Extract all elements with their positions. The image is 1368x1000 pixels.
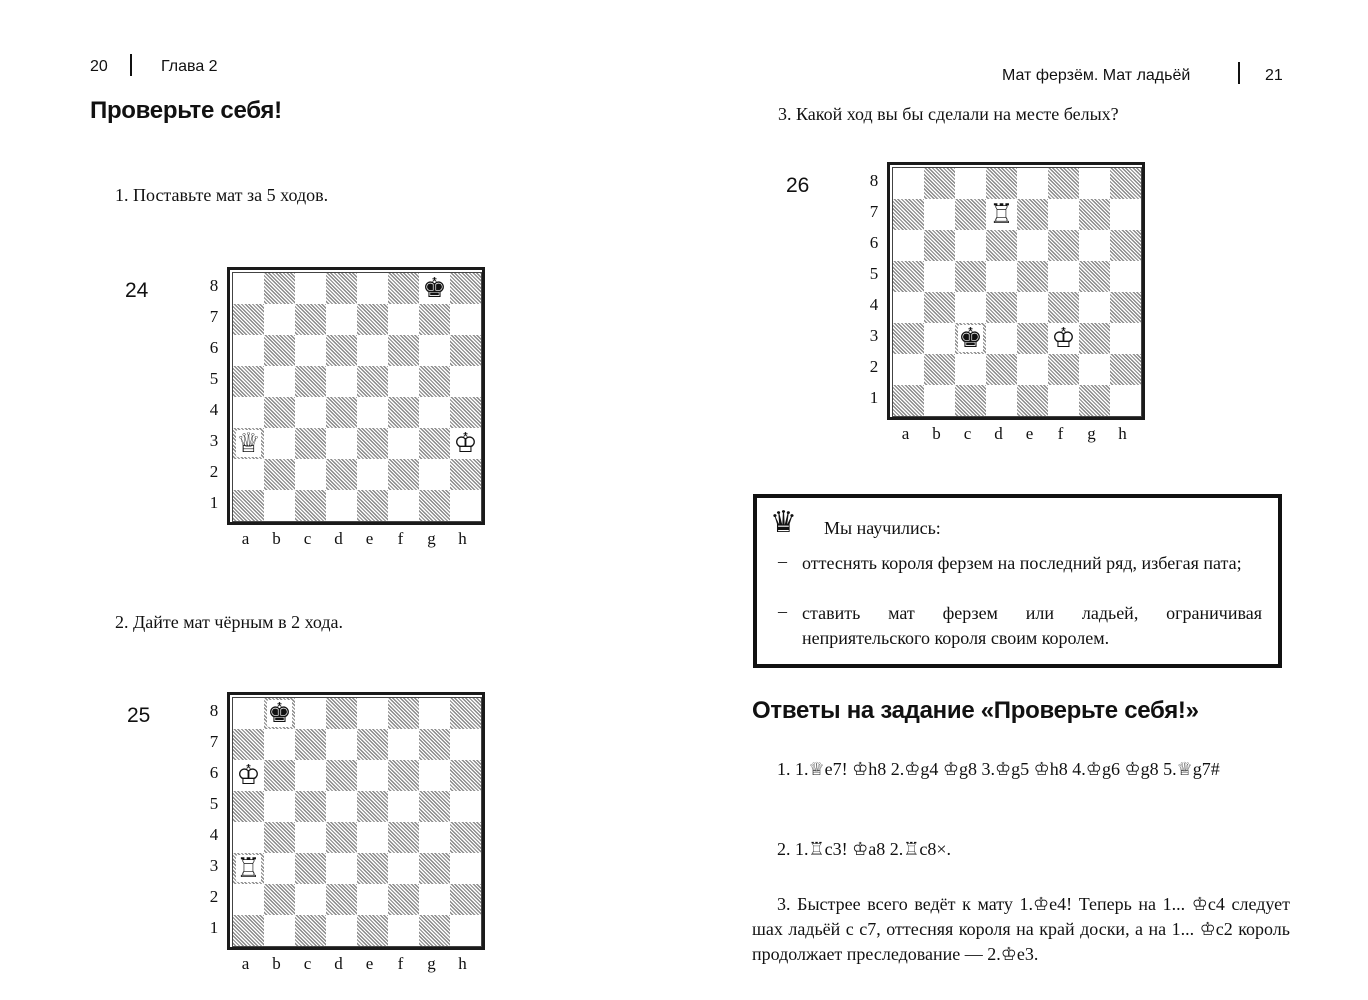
square-g3 — [419, 428, 450, 459]
square-h8 — [450, 698, 481, 729]
square-a1 — [233, 915, 264, 946]
file-label: d — [994, 424, 1003, 443]
square-a5 — [893, 261, 924, 292]
square-b2 — [264, 884, 295, 915]
square-d7 — [986, 199, 1017, 230]
diagram-number: 24 — [125, 279, 149, 302]
square-h3 — [450, 428, 481, 459]
square-h1 — [450, 490, 481, 521]
square-f6 — [388, 760, 419, 791]
square-e6 — [1017, 230, 1048, 261]
square-h5 — [450, 366, 481, 397]
square-c7 — [295, 304, 326, 335]
square-e7 — [357, 729, 388, 760]
square-c8 — [295, 273, 326, 304]
task-3: 3. Какой ход вы бы сделали на месте белых? — [778, 104, 1119, 124]
square-b8 — [924, 168, 955, 199]
square-c2 — [295, 459, 326, 490]
square-g2 — [419, 884, 450, 915]
square-c8 — [295, 698, 326, 729]
square-g5 — [419, 791, 450, 822]
rank-label: 1 — [869, 388, 879, 407]
square-f5 — [388, 366, 419, 397]
page-number: 20 — [90, 58, 108, 75]
square-a1 — [893, 385, 924, 416]
square-h4 — [450, 397, 481, 428]
square-g4 — [419, 397, 450, 428]
square-h8 — [450, 273, 481, 304]
file-label: f — [397, 529, 404, 548]
square-g8 — [419, 698, 450, 729]
square-e5 — [357, 791, 388, 822]
answers-title: Ответы на задание «Проверьте себя!» — [752, 697, 1199, 724]
white-rook-icon: ♖ — [989, 199, 1014, 230]
square-c6 — [295, 335, 326, 366]
square-d6 — [986, 230, 1017, 261]
rank-label: 6 — [209, 763, 219, 782]
square-b1 — [264, 490, 295, 521]
square-b2 — [264, 459, 295, 490]
file-label: d — [334, 529, 343, 548]
white-king-icon: ♔ — [1051, 323, 1076, 354]
file-label: g — [427, 954, 436, 973]
rank-label: 2 — [869, 357, 879, 376]
square-c8 — [955, 168, 986, 199]
black-king-icon: ♚ — [422, 273, 447, 304]
square-c1 — [295, 915, 326, 946]
square-g7 — [419, 729, 450, 760]
square-d5 — [986, 261, 1017, 292]
rank-label: 4 — [209, 825, 219, 844]
square-a2 — [233, 884, 264, 915]
rank-label: 2 — [209, 462, 219, 481]
diagram-number: 25 — [127, 704, 151, 727]
square-c5 — [295, 791, 326, 822]
file-label: d — [334, 954, 343, 973]
square-h7 — [1110, 199, 1141, 230]
square-f1 — [1048, 385, 1079, 416]
square-g6 — [419, 760, 450, 791]
square-a7 — [893, 199, 924, 230]
file-label: a — [241, 529, 250, 548]
square-h2 — [450, 459, 481, 490]
square-d2 — [986, 354, 1017, 385]
square-f2 — [388, 884, 419, 915]
white-rook-icon: ♖ — [236, 853, 261, 884]
square-h2 — [450, 884, 481, 915]
square-d7 — [326, 729, 357, 760]
square-c6 — [295, 760, 326, 791]
square-f5 — [1048, 261, 1079, 292]
square-e4 — [1017, 292, 1048, 323]
square-e8 — [357, 273, 388, 304]
square-f3 — [388, 428, 419, 459]
square-g1 — [419, 490, 450, 521]
square-h8 — [1110, 168, 1141, 199]
square-g1 — [1079, 385, 1110, 416]
answer-2: 2. 1.♖c3! ♔a8 2.♖c8×. — [777, 839, 952, 859]
square-a6 — [893, 230, 924, 261]
square-g7 — [1079, 199, 1110, 230]
square-d4 — [986, 292, 1017, 323]
file-label: c — [303, 529, 312, 548]
square-a5 — [233, 791, 264, 822]
square-g7 — [419, 304, 450, 335]
square-g6 — [1079, 230, 1110, 261]
square-h3 — [450, 853, 481, 884]
learned-heading: Мы научились: — [824, 518, 941, 538]
square-b6 — [924, 230, 955, 261]
page-number: 21 — [1265, 67, 1283, 84]
rank-label: 7 — [209, 732, 219, 751]
white-king-icon: ♔ — [236, 760, 261, 791]
square-b5 — [264, 791, 295, 822]
black-king-icon: ♚ — [958, 323, 983, 354]
square-b2 — [924, 354, 955, 385]
square-b6 — [264, 760, 295, 791]
square-c3 — [295, 428, 326, 459]
square-e2 — [1017, 354, 1048, 385]
right-page — [700, 0, 1368, 1000]
answer-3: 3. Быстрее всего ведёт к мату 1.♔e4! Теперь на 1... ♔c4 следует шах ладьёй с c7, оттесняя короля на край доски, а на 1... ♔c2 король продолжает преследование — 2.♔e3. — [752, 894, 1290, 964]
rank-label: 8 — [869, 171, 879, 190]
square-a2 — [893, 354, 924, 385]
square-d8 — [326, 698, 357, 729]
header-divider — [130, 54, 132, 76]
square-b6 — [264, 335, 295, 366]
learned-summary-box — [753, 494, 1282, 668]
square-g3 — [419, 853, 450, 884]
square-b4 — [264, 822, 295, 853]
square-b8 — [264, 273, 295, 304]
square-c1 — [295, 490, 326, 521]
square-a8 — [893, 168, 924, 199]
black-king-icon: ♚ — [267, 698, 292, 729]
square-g4 — [1079, 292, 1110, 323]
square-d1 — [326, 915, 357, 946]
square-d6 — [326, 335, 357, 366]
square-a4 — [233, 822, 264, 853]
square-h1 — [1110, 385, 1141, 416]
square-h7 — [450, 729, 481, 760]
square-g5 — [419, 366, 450, 397]
square-f8 — [388, 698, 419, 729]
file-label: f — [397, 954, 404, 973]
file-label: a — [901, 424, 910, 443]
square-e1 — [357, 915, 388, 946]
square-a4 — [893, 292, 924, 323]
file-label: b — [932, 424, 941, 443]
square-b5 — [924, 261, 955, 292]
square-d1 — [326, 490, 357, 521]
learned-item: ставить мат ферзем или ладьей, ограничивая неприятельского короля своим королем. — [802, 603, 1262, 648]
square-d1 — [986, 385, 1017, 416]
section-title: Проверьте себя! — [90, 97, 282, 124]
file-label: h — [458, 529, 467, 548]
square-c3 — [295, 853, 326, 884]
white-queen-icon: ♕ — [236, 428, 261, 459]
rank-label: 7 — [209, 307, 219, 326]
square-c4 — [295, 397, 326, 428]
task-1: 1. Поставьте мат за 5 ходов. — [115, 185, 329, 205]
file-label: b — [272, 954, 281, 973]
square-c5 — [295, 366, 326, 397]
square-d6 — [326, 760, 357, 791]
white-king-icon: ♔ — [453, 428, 478, 459]
square-h5 — [450, 791, 481, 822]
square-b8 — [264, 698, 295, 729]
square-b7 — [264, 729, 295, 760]
file-label: e — [365, 529, 374, 548]
square-b7 — [924, 199, 955, 230]
square-b5 — [264, 366, 295, 397]
square-f3 — [388, 853, 419, 884]
square-h4 — [1110, 292, 1141, 323]
square-e7 — [1017, 199, 1048, 230]
square-a5 — [233, 366, 264, 397]
square-f3 — [1048, 323, 1079, 354]
file-label: f — [1057, 424, 1064, 443]
rank-label: 6 — [209, 338, 219, 357]
square-d8 — [326, 273, 357, 304]
square-b3 — [264, 853, 295, 884]
square-f1 — [388, 915, 419, 946]
square-b4 — [924, 292, 955, 323]
header-divider — [1238, 62, 1240, 84]
square-h2 — [1110, 354, 1141, 385]
file-label: g — [427, 529, 436, 548]
square-c2 — [295, 884, 326, 915]
square-e4 — [357, 822, 388, 853]
rank-label: 8 — [209, 276, 219, 295]
square-e6 — [357, 760, 388, 791]
file-label: a — [241, 954, 250, 973]
square-d3 — [326, 853, 357, 884]
square-d4 — [326, 822, 357, 853]
square-g8 — [1079, 168, 1110, 199]
square-d2 — [326, 459, 357, 490]
file-label: h — [458, 954, 467, 973]
file-label: h — [1118, 424, 1127, 443]
square-f6 — [1048, 230, 1079, 261]
square-g5 — [1079, 261, 1110, 292]
square-d7 — [326, 304, 357, 335]
square-h6 — [450, 760, 481, 791]
square-c4 — [955, 292, 986, 323]
square-b3 — [924, 323, 955, 354]
square-f4 — [388, 397, 419, 428]
rank-label: 4 — [209, 400, 219, 419]
square-a6 — [233, 335, 264, 366]
rank-label: 8 — [209, 701, 219, 720]
file-label: c — [303, 954, 312, 973]
square-g6 — [419, 335, 450, 366]
square-a1 — [233, 490, 264, 521]
rank-label: 1 — [209, 493, 219, 512]
rank-label: 1 — [209, 918, 219, 937]
square-e8 — [1017, 168, 1048, 199]
rank-label: 3 — [209, 431, 219, 450]
square-a7 — [233, 729, 264, 760]
square-f2 — [1048, 354, 1079, 385]
rank-label: 5 — [869, 264, 879, 283]
rank-label: 5 — [209, 369, 219, 388]
square-d5 — [326, 366, 357, 397]
square-g2 — [419, 459, 450, 490]
square-f8 — [388, 273, 419, 304]
square-a3 — [233, 428, 264, 459]
square-e7 — [357, 304, 388, 335]
rank-label: 7 — [869, 202, 879, 221]
square-g8 — [419, 273, 450, 304]
square-e2 — [357, 459, 388, 490]
square-f7 — [1048, 199, 1079, 230]
square-a3 — [233, 853, 264, 884]
queen-icon: ♛ — [770, 505, 797, 540]
square-f8 — [1048, 168, 1079, 199]
square-h6 — [1110, 230, 1141, 261]
square-b1 — [264, 915, 295, 946]
square-a3 — [893, 323, 924, 354]
square-a8 — [233, 698, 264, 729]
square-e1 — [357, 490, 388, 521]
square-g4 — [419, 822, 450, 853]
diagram-number: 26 — [786, 174, 810, 197]
square-e5 — [357, 366, 388, 397]
square-c6 — [955, 230, 986, 261]
square-h3 — [1110, 323, 1141, 354]
square-e6 — [357, 335, 388, 366]
dash-bullet: – — [778, 551, 787, 571]
chess-board — [227, 267, 485, 525]
square-h7 — [450, 304, 481, 335]
square-c1 — [955, 385, 986, 416]
rank-label: 3 — [869, 326, 879, 345]
square-g1 — [419, 915, 450, 946]
square-e2 — [357, 884, 388, 915]
square-c7 — [295, 729, 326, 760]
square-f6 — [388, 335, 419, 366]
square-e8 — [357, 698, 388, 729]
square-d3 — [326, 428, 357, 459]
square-e1 — [1017, 385, 1048, 416]
rank-label: 6 — [869, 233, 879, 252]
square-e4 — [357, 397, 388, 428]
file-label: e — [365, 954, 374, 973]
square-c4 — [295, 822, 326, 853]
square-h6 — [450, 335, 481, 366]
square-c5 — [955, 261, 986, 292]
running-title: Мат ферзём. Мат ладьёй — [1002, 67, 1191, 84]
square-e5 — [1017, 261, 1048, 292]
square-d4 — [326, 397, 357, 428]
square-g3 — [1079, 323, 1110, 354]
square-a2 — [233, 459, 264, 490]
square-b1 — [924, 385, 955, 416]
square-c2 — [955, 354, 986, 385]
square-h1 — [450, 915, 481, 946]
square-d2 — [326, 884, 357, 915]
square-f2 — [388, 459, 419, 490]
chess-board — [887, 162, 1145, 420]
square-f7 — [388, 304, 419, 335]
file-label: e — [1025, 424, 1034, 443]
square-e3 — [357, 428, 388, 459]
file-label: b — [272, 529, 281, 548]
square-c3 — [955, 323, 986, 354]
square-g2 — [1079, 354, 1110, 385]
square-f5 — [388, 791, 419, 822]
file-label: c — [963, 424, 972, 443]
file-label: g — [1087, 424, 1096, 443]
square-b7 — [264, 304, 295, 335]
square-d8 — [986, 168, 1017, 199]
square-a8 — [233, 273, 264, 304]
answer-1: 1. 1.♕e7! ♔h8 2.♔g4 ♔g8 3.♔g5 ♔h8 4.♔g6 ♔g8 5.♕g7# — [777, 759, 1220, 779]
square-f4 — [388, 822, 419, 853]
square-f7 — [388, 729, 419, 760]
square-f4 — [1048, 292, 1079, 323]
chess-board — [227, 692, 485, 950]
square-d3 — [986, 323, 1017, 354]
square-a6 — [233, 760, 264, 791]
rank-label: 3 — [209, 856, 219, 875]
square-f1 — [388, 490, 419, 521]
chapter-label: Глава 2 — [161, 58, 218, 75]
rank-label: 2 — [209, 887, 219, 906]
square-b3 — [264, 428, 295, 459]
square-a4 — [233, 397, 264, 428]
square-d5 — [326, 791, 357, 822]
square-c7 — [955, 199, 986, 230]
square-b4 — [264, 397, 295, 428]
square-h5 — [1110, 261, 1141, 292]
dash-bullet: – — [778, 601, 787, 621]
square-e3 — [357, 853, 388, 884]
square-h4 — [450, 822, 481, 853]
square-a7 — [233, 304, 264, 335]
square-e3 — [1017, 323, 1048, 354]
rank-label: 5 — [209, 794, 219, 813]
learned-item: оттеснять короля ферзем на последний ряд, избегая пата; — [802, 553, 1242, 573]
task-2: 2. Дайте мат чёрным в 2 хода. — [115, 612, 344, 632]
rank-label: 4 — [869, 295, 879, 314]
